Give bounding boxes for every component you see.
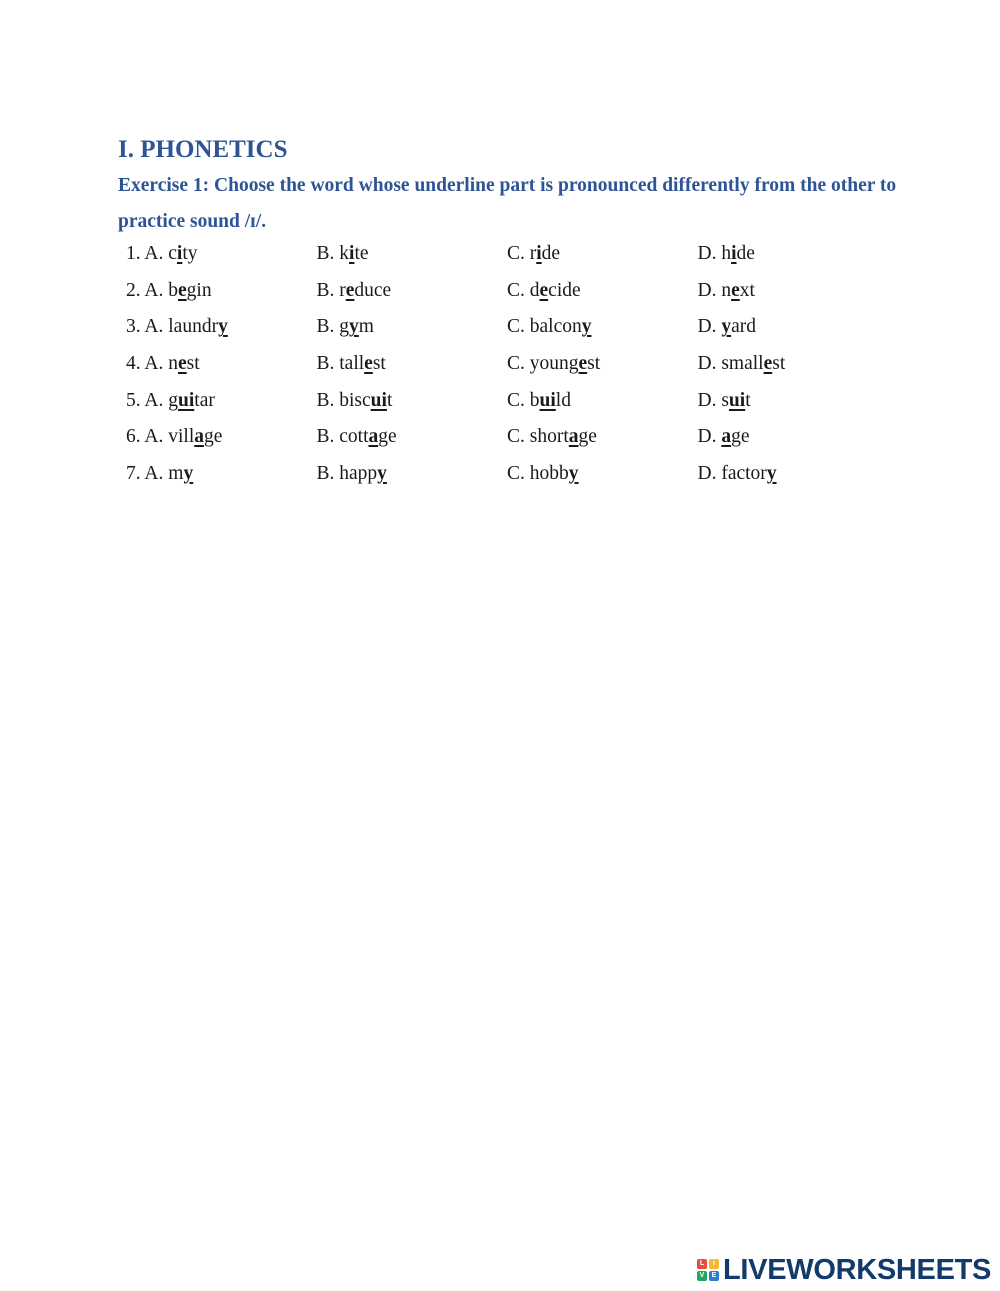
option-text: D. s	[697, 389, 729, 411]
option-text: 7. A. m	[126, 462, 184, 484]
question-row	[126, 346, 906, 383]
option-text: C. r	[507, 243, 537, 265]
underlined-part: e	[364, 353, 373, 375]
underlined-part: ui	[370, 389, 387, 411]
option-text: st	[186, 353, 200, 375]
option-text: C. short	[507, 426, 569, 448]
option-d	[698, 316, 889, 338]
option-text: C. b	[507, 389, 540, 411]
underlined-part: i	[176, 243, 183, 265]
underlined-part: ui	[539, 389, 556, 411]
underlined-part: e	[539, 279, 549, 301]
option-text: cide	[548, 279, 581, 301]
option-text: B. k	[316, 243, 350, 265]
option-text: ard	[731, 316, 756, 338]
option-a	[126, 463, 317, 485]
option-text: C. young	[507, 353, 579, 375]
logo-block: E	[709, 1271, 719, 1281]
underlined-part: a	[368, 426, 379, 448]
underlined-part: e	[731, 279, 740, 301]
option-text: B. bisc	[316, 389, 371, 411]
option-d	[698, 463, 889, 485]
option-text: ld	[555, 389, 571, 411]
option-text: te	[354, 243, 369, 265]
option-text: D. factor	[697, 462, 767, 484]
option-text: ge	[578, 426, 597, 448]
exercise-instruction: Exercise 1: Choose the word whose underline part is pronounced differently from the other to practice sound /ɪ/.	[118, 175, 897, 232]
option-c	[507, 316, 698, 338]
option-c	[507, 426, 698, 448]
option-text: st	[772, 353, 786, 375]
option-d	[698, 426, 889, 448]
option-d	[698, 280, 889, 302]
option-text: C. balcon	[507, 316, 582, 338]
option-b	[317, 316, 508, 338]
option-d	[698, 353, 889, 375]
underlined-part: y	[581, 316, 592, 338]
option-c	[507, 353, 698, 375]
section-title: I. PHONETICS	[118, 136, 288, 163]
option-text: t	[745, 389, 751, 411]
logo-block: V	[697, 1271, 707, 1281]
underlined-part: e	[763, 353, 773, 375]
underlined-part: ui	[728, 389, 746, 411]
question-list	[126, 236, 906, 492]
underlined-part: a	[194, 426, 205, 448]
question-row	[126, 309, 906, 346]
underlined-part: a	[568, 426, 579, 448]
option-text: 1. A. c	[126, 243, 177, 265]
liveworksheets-logo	[697, 1253, 991, 1287]
option-text: 4. A. n	[126, 353, 179, 375]
option-text: ge	[378, 426, 397, 448]
underlined-part: y	[183, 462, 194, 484]
option-b	[317, 353, 508, 375]
option-text: m	[358, 316, 374, 338]
option-text: st	[372, 353, 386, 375]
option-d	[698, 243, 889, 265]
option-text: C. hobb	[507, 462, 569, 484]
option-text: xt	[739, 279, 755, 301]
option-text: de	[736, 243, 755, 265]
underlined-part: y	[568, 462, 579, 484]
underlined-part: y	[349, 316, 359, 338]
question-row	[126, 236, 906, 273]
underlined-part: e	[178, 353, 187, 375]
option-text: de	[541, 243, 561, 265]
underlined-part: a	[721, 426, 732, 448]
option-text: 3. A. laundr	[126, 316, 219, 338]
option-b	[317, 463, 508, 485]
logo-block: L	[697, 1259, 707, 1269]
underlined-part: y	[766, 462, 777, 484]
option-a	[126, 390, 317, 412]
option-text: tar	[194, 389, 215, 411]
option-text: D.	[697, 316, 722, 338]
option-text: ty	[182, 243, 198, 265]
option-text: B. cott	[316, 426, 369, 448]
underlined-part: i	[536, 243, 542, 265]
option-text: D. h	[697, 243, 732, 265]
option-text: B. happ	[316, 462, 378, 484]
option-a	[126, 280, 317, 302]
underlined-part: e	[578, 353, 588, 375]
option-text: D.	[697, 426, 722, 448]
option-b	[317, 280, 508, 302]
underlined-part: y	[218, 316, 228, 338]
option-c	[507, 280, 698, 302]
question-row	[126, 456, 906, 493]
option-c	[507, 390, 698, 412]
option-text: D. n	[697, 279, 732, 301]
question-row	[126, 419, 906, 456]
option-d	[698, 390, 889, 412]
option-a	[126, 243, 317, 265]
option-text: ge	[731, 426, 750, 448]
option-text: duce	[354, 279, 392, 301]
option-a	[126, 426, 317, 448]
underlined-part: e	[178, 279, 187, 301]
underlined-part: ui	[178, 389, 195, 411]
logo-text: LIVEWORKSHEETS	[723, 1253, 992, 1286]
option-text: 6. A. vill	[126, 426, 195, 448]
option-b	[317, 426, 508, 448]
option-c	[507, 243, 698, 265]
option-text: 5. A. g	[126, 389, 179, 411]
option-text: C. d	[507, 279, 540, 301]
question-row	[126, 382, 906, 419]
option-c	[507, 463, 698, 485]
underlined-part: i	[349, 243, 355, 265]
option-text: B. g	[316, 316, 350, 338]
option-text: ge	[204, 426, 223, 448]
option-text: st	[587, 353, 601, 375]
question-row	[126, 273, 906, 310]
logo-icon	[697, 1259, 719, 1281]
underlined-part: y	[377, 462, 387, 484]
option-a	[126, 316, 317, 338]
option-a	[126, 353, 317, 375]
option-text: B. tall	[316, 353, 365, 375]
option-b	[317, 243, 508, 265]
option-b	[317, 390, 508, 412]
option-text: gin	[186, 279, 212, 301]
underlined-part: i	[731, 243, 737, 265]
option-text: 2. A. b	[126, 279, 179, 301]
underlined-part: e	[345, 279, 355, 301]
underlined-part: y	[721, 316, 732, 338]
option-text: t	[386, 389, 393, 411]
logo-block: i	[709, 1259, 719, 1269]
option-text: B. r	[316, 279, 346, 301]
option-text: D. small	[697, 353, 764, 375]
